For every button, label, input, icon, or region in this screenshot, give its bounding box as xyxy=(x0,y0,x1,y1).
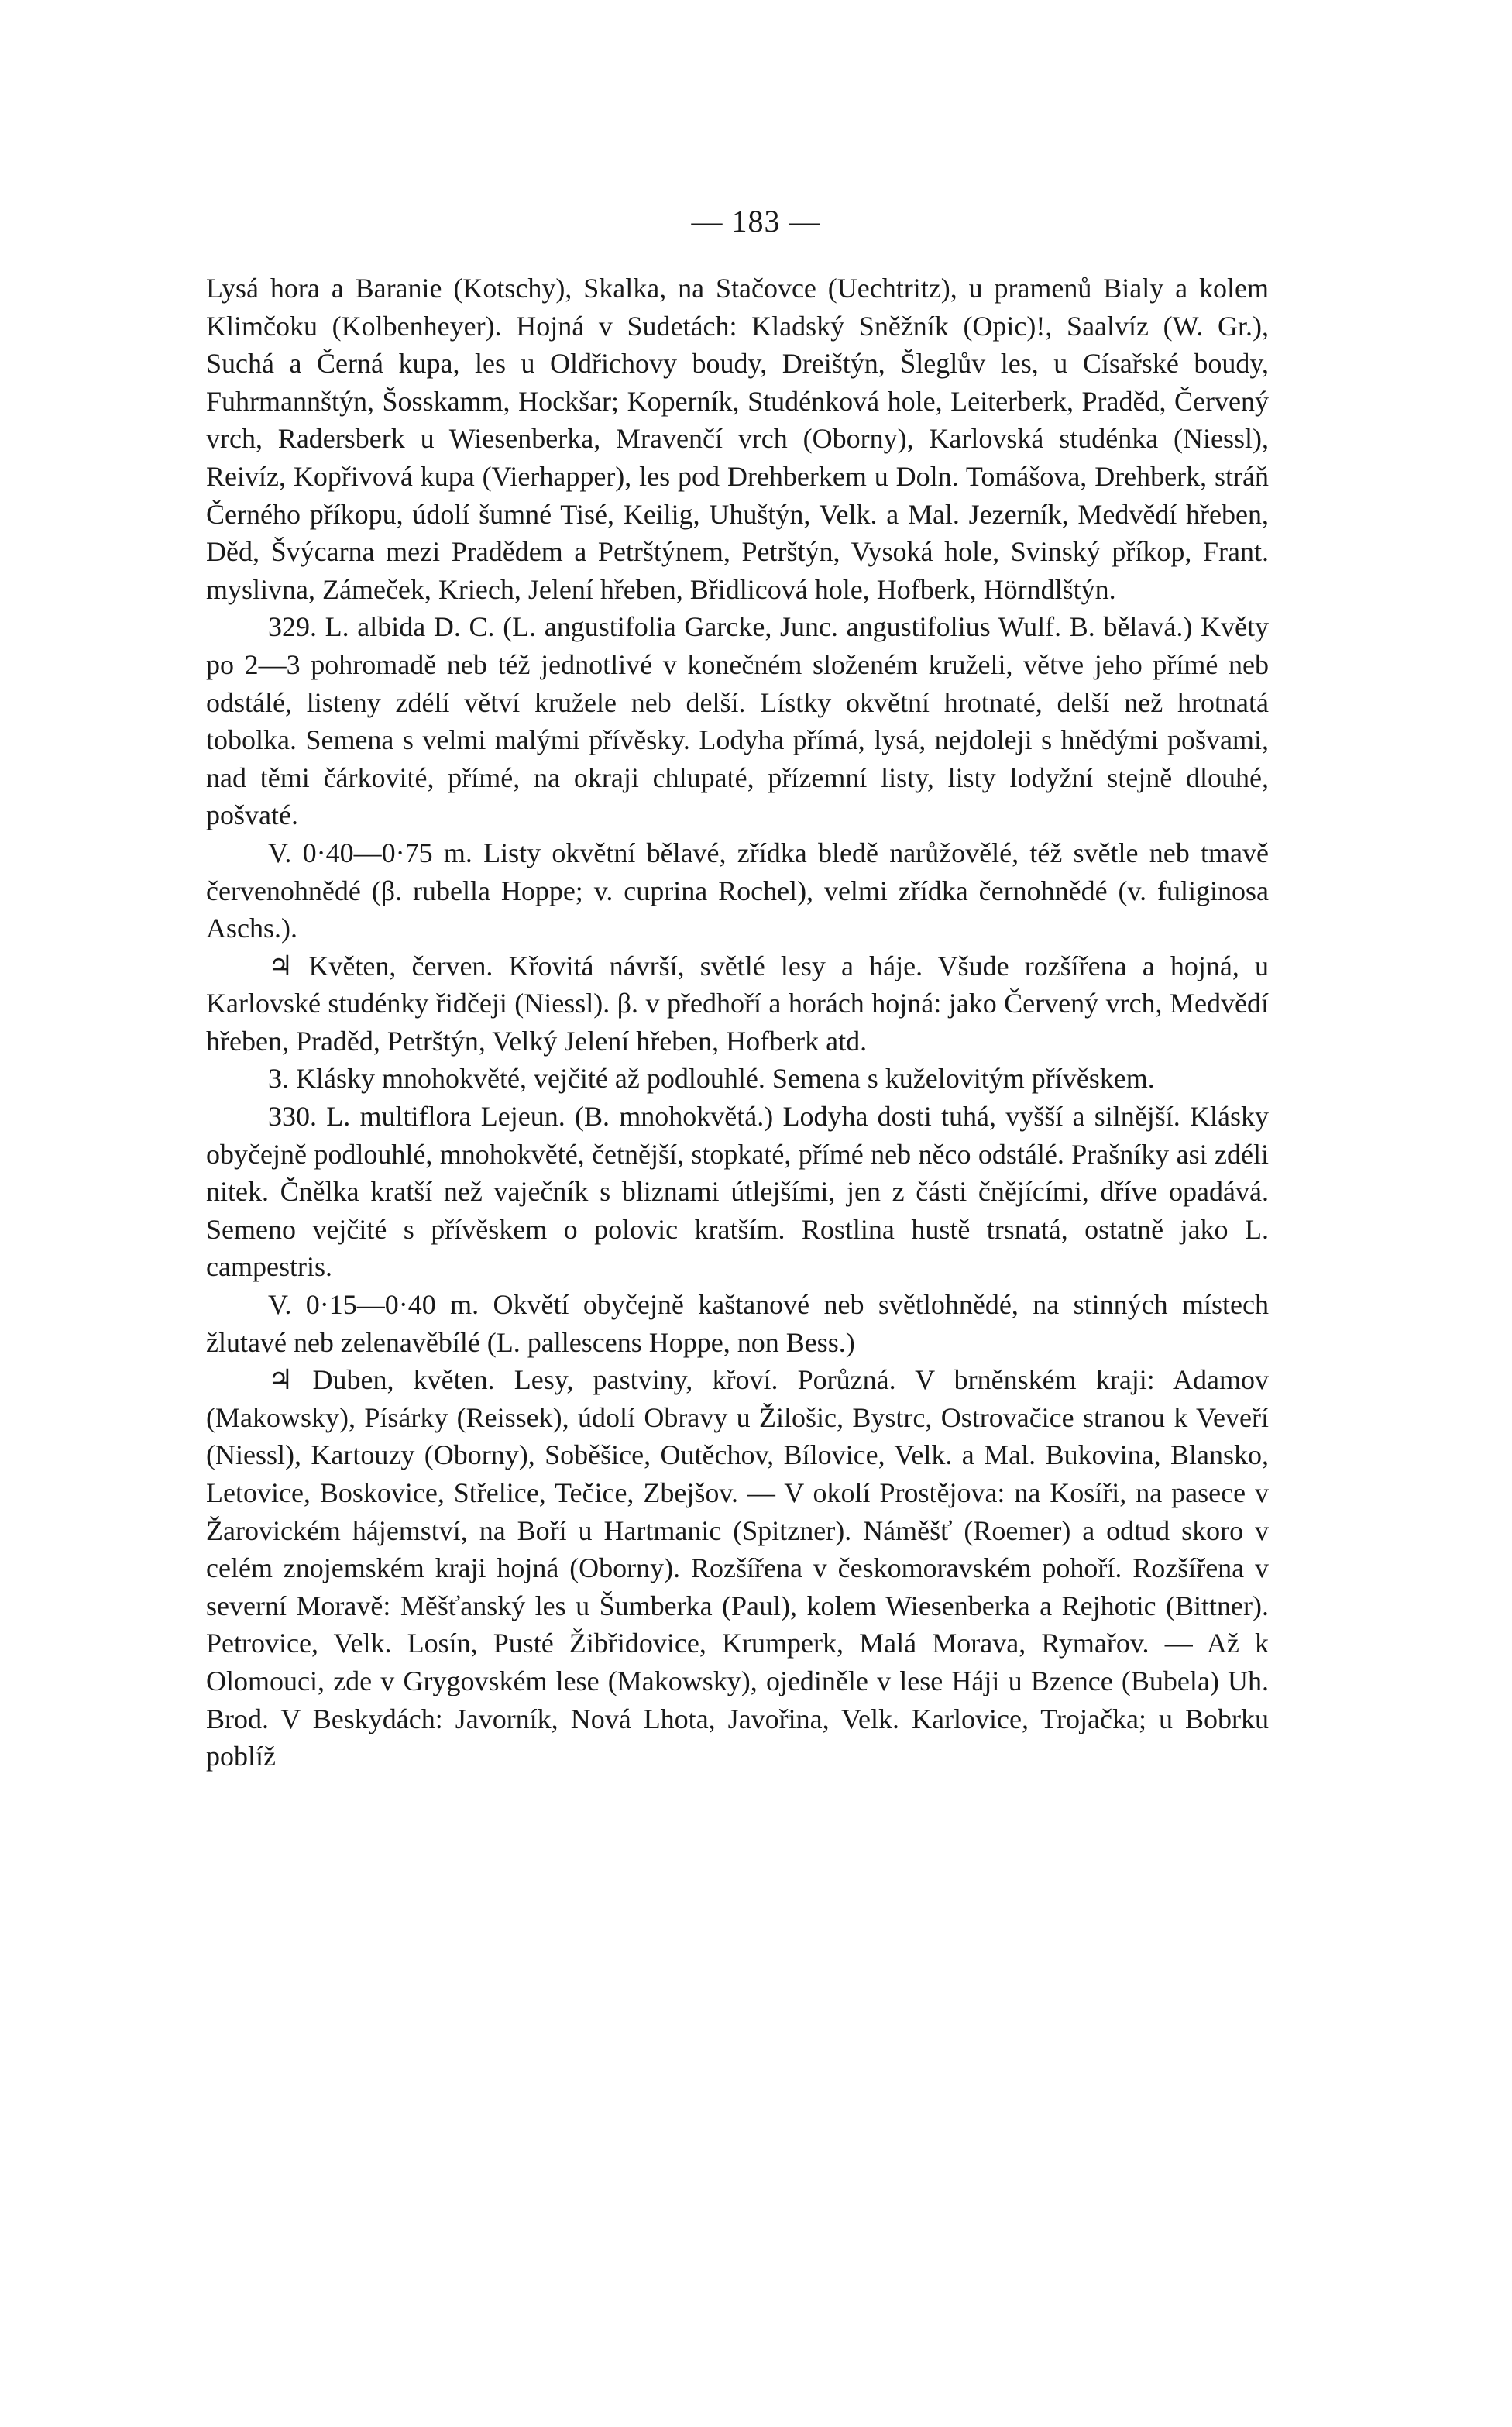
page-number: — 183 — xyxy=(691,204,821,239)
paragraph-species-330-luzula-multiflora: 330. L. multiflora Lejeun. (B. mnohokvětá.) Lodyha dosti tuhá, vyšší a silnější. Klásky obyčejně podlouhlé, mnohokvěté, četnější, stopkaté, přímé neb něco odstálé. Prašníky asi zdéli nitek. Čnělka kratší než vaječník s bliznami útlejšími, jen z části čnějícími, dříve opadává. Semeno vejčité s přívěskem o polovic kratším. Rostlina hustě trsnatá, ostatně jako L. campestris. xyxy=(206,1101,1269,1283)
paragraph-key-3: 3. Klásky mnohokvěté, vejčité až podlouhlé. Semena s kuželovitým přívěskem. xyxy=(268,1063,1155,1095)
paragraph-species-329-variants: V. 0·40—0·75 m. Listy okvětní bělavé, zřídka bledě narůžovělé, též světle neb tmavě červenohnědé (β. rubella Hoppe; v. cuprina Rochel), velmi zřídka černohnědé (v. fuliginosa Aschs.). xyxy=(206,837,1269,944)
paragraph-species-329-luzula-albida: 329. L. albida D. C. (L. angustifolia Garcke, Junc. angustifolius Wulf. B. bělavá.) Květy po 2—3 pohromadě neb též jednotlivé v konečném složeném kruželi, větve jeho přímé neb odstálé, listeny zdélí větví kružele neb delší. Lístky okvětní hrotnaté, delší než hrotnatá tobolka. Semena s velmi malými přívěsky. Lodyha přímá, lysá, nejdoleji s hnědými pošvami, nad těmi čárkovité, přímé, na okraji chlupaté, přízemní listy, listy lodyžní stejně dlouhé, pošvaté. xyxy=(206,611,1269,831)
paragraph-species-330-variants: V. 0·15—0·40 m. Okvětí obyčejně kaštanové neb světlohnědé, na stinných místech žlutavé neb zelenavěbílé (L. pallescens Hoppe, non Bess.) xyxy=(206,1289,1269,1358)
paragraph-species-329-distribution: ♃ Květen, červen. Křovitá návrší, světlé lesy a háje. Všude rozšířena a hojná, u Karlovské studénky řidčeji (Niessl). β. v předhoří a horách hojná: jako Červený vrch, Medvědí hřeben, Praděd, Petrštýn, Velký Jelení hřeben, Hofberk atd. xyxy=(206,950,1269,1057)
paragraph-locality-list: Lysá hora a Baranie (Kotschy), Skalka, na Stačovce (Uechtritz), u pramenů Bialy a kolem Klimčoku (Kolbenheyer). Hojná v Sudetách: Kladský Sněžník (Opic)!, Saalvíz (W. Gr.), Suchá a Černá kupa, les u Oldřichovy boudy, Dreištýn, Šleglův les, u Císařské boudy, Fuhrmannštýn, Šosskamm, Hockšar; Koperník, Studénková hole, Leiterberk, Praděd, Červený vrch, Radersberk u Wiesenberka, Mravenčí vrch (Oborny), Karlovská studénka (Niessl), Reivíz, Kopřivová kupa (Vierhapper), les pod Drehberkem u Doln. Tomášova, Drehberk, stráň Černého příkopu, údolí šumné Tisé, Keilig, Uhuštýn, Velk. a Mal. Jezerník, Medvědí hřeben, Děd, Švýcarna mezi Pradědem a Petrštýnem, Petrštýn, Vysoká hole, Svinský příkop, Frant. myslivna, Zámeček, Kriech, Jelení hřeben, Břidlicová hole, Hofberk, Hörndlštýn. xyxy=(206,273,1269,605)
body-text xyxy=(206,270,1269,1776)
paragraph-species-330-distribution: ♃ Duben, květen. Lesy, pastviny, křoví. Porůzná. V brněnském kraji: Adamov (Makowsky), Písárky (Reissek), údolí Obravy u Žilošic, Bystrc, Ostrovačice stranou k Veveří (Niessl), Kartouzy (Oborny), Soběšice, Outěchov, Bílovice, Velk. a Mal. Bukovina, Blansko, Letovice, Boskovice, Střelice, Tečice, Zbejšov. — V okolí Prostějova: na Kosíři, na pasece v Žarovickém hájemství, na Boří u Hartmanic (Spitzner). Náměšť (Roemer) a odtud skoro v celém znojemském kraji hojná (Oborny). Rozšířena v českomoravském pohoří. Rozšířena v severní Moravě: Měšťanský les u Šumberka (Paul), kolem Wiesenberka a Rejhotic (Bittner). Petrovice, Velk. Losín, Pusté Žibřidovice, Krumperk, Malá Morava, Rymařov. — Až k Olomouci, zde v Grygovském lese (Makowsky), ojediněle v lese Háji u Bzence (Bubela) Uh. Brod. V Beskydách: Javorník, Nová Lhota, Javořina, Velk. Karlovice, Trojačka; u Bobrku poblíž xyxy=(206,1364,1269,1772)
